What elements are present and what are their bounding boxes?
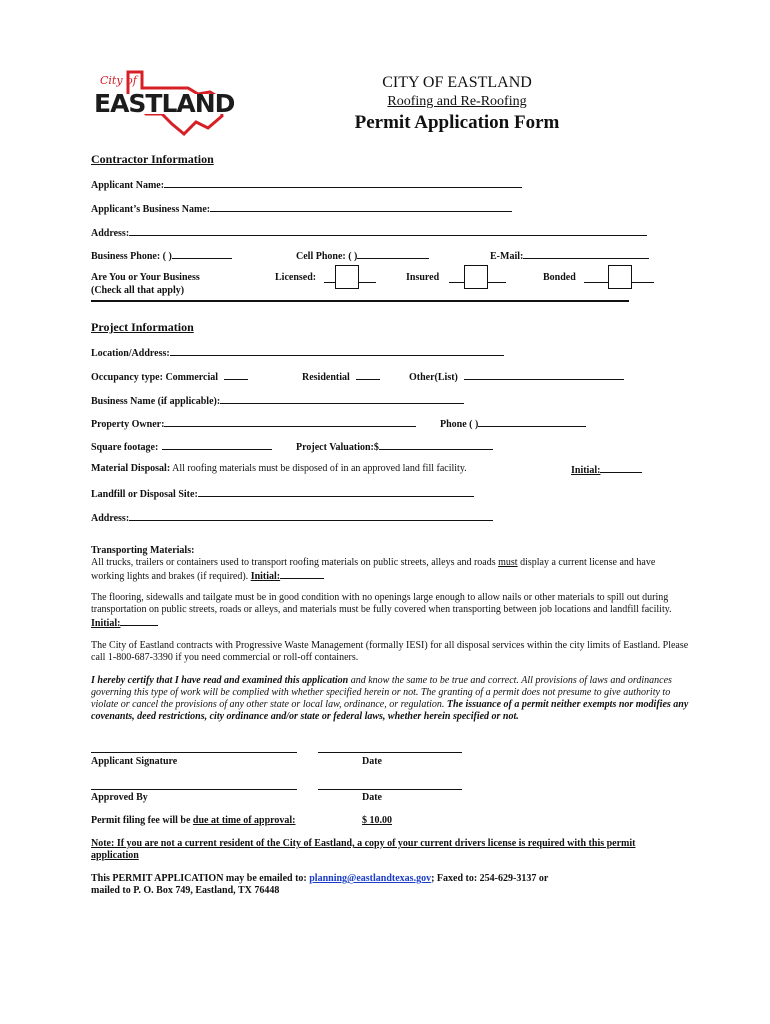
- email-label: E-Mail:: [490, 251, 524, 262]
- project-valuation-field[interactable]: [296, 440, 493, 453]
- project-valuation-label: Project Valuation:$: [296, 442, 379, 453]
- applicant-name-label: Applicant Name:: [91, 180, 165, 191]
- location-field[interactable]: [91, 346, 504, 359]
- certify-text-a: and know the same to be true and correct. All provisions of laws and ordinances governing this type of work will be complied with whether specified herein or not. The granting of a permit does not presume to give authority to violate or cancel the provisions of any other state or local law, ordinance, or regulation.: [91, 675, 672, 710]
- footer-line-1: [91, 873, 548, 884]
- disposal-initial-label: Initial:: [571, 465, 601, 476]
- footer-text-a: This PERMIT APPLICATION may be emailed to:: [91, 873, 310, 884]
- owner-phone-label: Phone ( ): [440, 419, 479, 430]
- project-business-name-field[interactable]: [91, 394, 464, 407]
- licensed-checkbox[interactable]: [335, 265, 359, 289]
- property-owner-field[interactable]: [91, 417, 416, 430]
- occupancy-other-field[interactable]: [409, 370, 624, 383]
- fee-amount: $ 10.00: [362, 815, 392, 826]
- project-heading: Project Information: [91, 320, 194, 334]
- business-name-field[interactable]: [91, 202, 512, 215]
- date2-label: Date: [362, 792, 382, 803]
- covered-initial-label: Initial:: [91, 618, 121, 629]
- bonded-label: Bonded: [543, 272, 576, 283]
- applicant-signature-label: Applicant Signature: [91, 756, 178, 767]
- applicant-signature-line[interactable]: [91, 752, 297, 753]
- address-label: Address:: [91, 228, 130, 239]
- landfill-field[interactable]: [91, 487, 474, 500]
- date1-line[interactable]: [318, 752, 462, 753]
- bonded-checkbox[interactable]: [608, 265, 632, 289]
- date1-label: Date: [362, 756, 382, 767]
- owner-phone-field[interactable]: [440, 417, 586, 430]
- applicant-name-field[interactable]: [91, 178, 522, 191]
- property-owner-label: Property Owner:: [91, 419, 165, 430]
- other-label: Other(List): [409, 372, 458, 383]
- address-field[interactable]: [91, 226, 647, 239]
- business-type-label-2: (Check all that apply): [91, 285, 185, 296]
- location-label: Location/Address:: [91, 348, 170, 359]
- certify-bold-a: I hereby certify that I have read and examined this application: [91, 675, 349, 686]
- cell-phone-field[interactable]: [296, 249, 429, 262]
- planning-email-link[interactable]: planning@eastlandtexas.gov: [309, 873, 432, 884]
- approved-by-label: Approved By: [91, 792, 148, 803]
- material-disposal-label: Material Disposal:: [91, 463, 171, 474]
- transport-initial-label: Initial:: [250, 571, 281, 582]
- square-footage-field[interactable]: [91, 440, 272, 453]
- insured-label: Insured: [406, 272, 440, 283]
- page-title: Permit Application Form: [354, 112, 560, 133]
- material-disposal-line: [91, 463, 467, 474]
- project-business-name-label: Business Name (if applicable):: [91, 396, 221, 407]
- landfill-address-field[interactable]: [91, 511, 493, 524]
- approved-by-line[interactable]: [91, 789, 297, 790]
- email-field[interactable]: [490, 249, 649, 262]
- certify-bold-b: The issuance of a permit neither exempts nor modifies any covenants, deed restrictions, city ordinance and/or state or federal laws, whether herein specified or not.: [91, 699, 689, 722]
- licensed-label: Licensed:: [275, 272, 317, 283]
- business-name-label: Applicant’s Business Name:: [91, 204, 211, 215]
- occupancy-commercial-field[interactable]: [91, 370, 248, 383]
- certification-paragraph: [91, 675, 691, 723]
- landfill-label: Landfill or Disposal Site:: [91, 489, 198, 500]
- occupancy-label: Occupancy type: Commercial: [91, 372, 219, 383]
- city-logo: [88, 68, 235, 138]
- business-phone-label: Business Phone: ( ): [91, 251, 172, 262]
- footer-line-2: mailed to P. O. Box 749, Eastland, TX 76448: [91, 885, 280, 896]
- material-disposal-text: All roofing materials must be disposed of in an approved land fill facility.: [170, 463, 467, 474]
- business-type-label-1: Are You or Your Business: [91, 272, 200, 283]
- fee-due: due at time of approval:: [192, 815, 296, 826]
- transport-p1-must: must: [498, 557, 518, 568]
- transport-heading: Transporting Materials:: [91, 545, 195, 556]
- cell-phone-label: Cell Phone: ( ): [296, 251, 358, 262]
- fee-line: [91, 815, 296, 826]
- occupancy-residential-field[interactable]: [302, 370, 380, 383]
- transport-paragraph-3: The City of Eastland contracts with Progressive Waste Management (formally IESI) for all disposal services within the city limits of Eastland. Please call 1-800-687-3390 if you need commercial or roll-off containers.: [91, 640, 689, 663]
- footer-text-b: ; Faxed to: 254-629-3137 or: [431, 873, 549, 884]
- transport-paragraph-2: [91, 592, 691, 630]
- covered-initial-line[interactable]: [120, 616, 158, 626]
- landfill-address-label: Address:: [91, 513, 130, 524]
- resident-note: Note: If you are not a current resident of the City of Eastland, a copy of your current drivers license is required with this permit application: [91, 838, 636, 861]
- logo-script-text: City of: [100, 74, 137, 87]
- disposal-initial-field[interactable]: [571, 463, 642, 476]
- fee-label: Permit filing fee will be: [91, 815, 193, 826]
- transport-p2-text: The flooring, sidewalls and tailgate must be in good condition with no openings large enough to allow nails or other materials to spill out during transportation on public streets, roads or alleys, and materials must be fully covered when transporting between job locations and landfill facility.: [91, 592, 672, 615]
- transport-p1-text-a: All trucks, trailers or containers used to transport roofing materials on public streets, alleys and roads: [91, 557, 499, 568]
- transport-initial-line[interactable]: [280, 569, 324, 579]
- contractor-heading: Contractor Information: [91, 152, 214, 166]
- transport-p1-text-b: display a current license and have working lights and brakes (if required).: [91, 557, 656, 582]
- business-phone-field[interactable]: [91, 249, 232, 262]
- date2-line[interactable]: [318, 789, 462, 790]
- logo-main-text: EASTLAND: [94, 89, 235, 118]
- transport-paragraph-1: [91, 557, 691, 583]
- header-city: CITY OF EASTLAND: [382, 74, 532, 91]
- square-footage-label: Square footage:: [91, 442, 159, 453]
- insured-checkbox[interactable]: [464, 265, 488, 289]
- residential-label: Residential: [302, 372, 350, 383]
- header-subtitle: Roofing and Re-Roofing: [387, 94, 527, 109]
- section-divider: [91, 300, 629, 302]
